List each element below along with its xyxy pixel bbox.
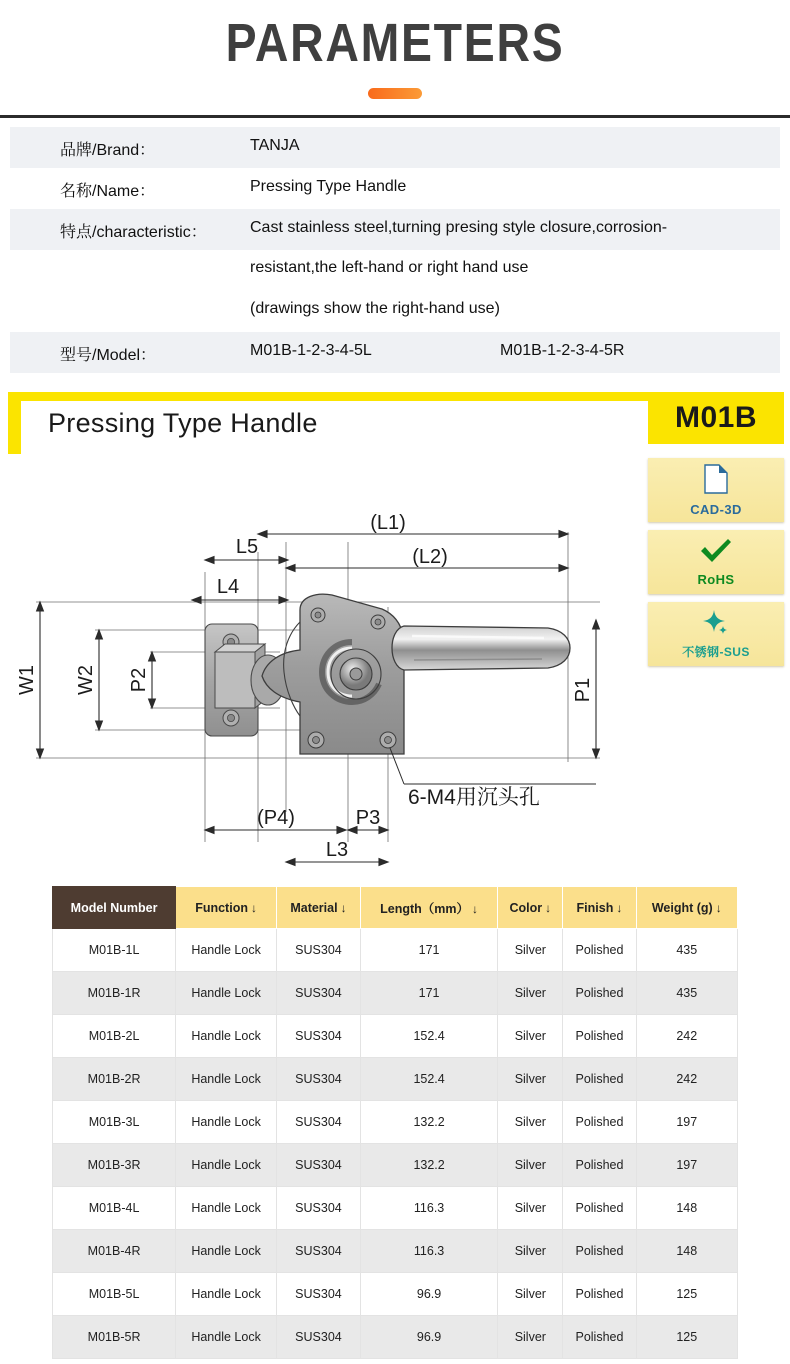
cell-weight: 148 bbox=[636, 1230, 737, 1273]
header-label: Finish bbox=[576, 900, 614, 915]
sort-down-icon[interactable]: ↓ bbox=[340, 900, 347, 915]
cell-length: 132.2 bbox=[360, 1101, 497, 1144]
dimension-L2: (L2) bbox=[412, 546, 448, 568]
cell-color: Silver bbox=[498, 1316, 563, 1359]
cell-finish: Polished bbox=[563, 1316, 636, 1359]
spec-row-model bbox=[10, 332, 780, 373]
cell-length: 132.2 bbox=[360, 1144, 497, 1187]
cell-material: SUS304 bbox=[277, 972, 361, 1015]
cell-model-number: M01B-3L bbox=[53, 1101, 176, 1144]
column-header-length[interactable] bbox=[360, 887, 497, 929]
spec-value-models bbox=[250, 332, 780, 368]
dimension-P1: P1 bbox=[572, 677, 594, 703]
drawing-note: 6-M4用沉头孔 bbox=[408, 786, 540, 809]
spec-label: 品牌/Brand： bbox=[60, 142, 156, 159]
cell-material: SUS304 bbox=[277, 1015, 361, 1058]
certification-badges bbox=[648, 458, 784, 674]
cell-finish: Polished bbox=[563, 1273, 636, 1316]
spec-value: resistant,the left-hand or right hand use bbox=[250, 259, 529, 276]
cell-finish: Polished bbox=[563, 1058, 636, 1101]
model-left-hand: M01B-1-2-3-4-5L bbox=[250, 342, 372, 359]
header-label: Model Number bbox=[70, 900, 158, 915]
cell-material: SUS304 bbox=[277, 1187, 361, 1230]
header-label: Length（mm） bbox=[380, 901, 470, 916]
cell-finish: Polished bbox=[563, 1101, 636, 1144]
cell-model-number: M01B-3R bbox=[53, 1144, 176, 1187]
cell-length: 116.3 bbox=[360, 1187, 497, 1230]
cell-function: Handle Lock bbox=[176, 1273, 277, 1316]
spec-label: 特点/characteristic： bbox=[60, 224, 207, 241]
cell-function: Handle Lock bbox=[176, 1187, 277, 1230]
cell-weight: 148 bbox=[636, 1187, 737, 1230]
cell-function: Handle Lock bbox=[176, 1144, 277, 1187]
cell-color: Silver bbox=[498, 1101, 563, 1144]
sort-down-icon[interactable]: ↓ bbox=[616, 900, 623, 915]
cert-label: RoHS bbox=[697, 571, 735, 587]
cell-length: 152.4 bbox=[360, 1015, 497, 1058]
cell-weight: 197 bbox=[636, 1101, 737, 1144]
dimension-W1: W1 bbox=[16, 665, 38, 695]
column-header-weight[interactable] bbox=[636, 887, 737, 929]
specification-table bbox=[10, 127, 780, 373]
sort-down-icon[interactable]: ↓ bbox=[715, 900, 722, 915]
spec-row-characteristic-line3 bbox=[10, 291, 780, 332]
cell-model-number: M01B-4R bbox=[53, 1230, 176, 1273]
cell-color: Silver bbox=[498, 929, 563, 972]
spec-value: (drawings show the right-hand use) bbox=[250, 300, 500, 317]
dimension-L3: L3 bbox=[325, 839, 349, 861]
cell-finish: Polished bbox=[563, 1144, 636, 1187]
table-row[interactable] bbox=[53, 929, 738, 972]
spec-label: 名称/Name： bbox=[60, 183, 156, 200]
table-row[interactable] bbox=[53, 1316, 738, 1359]
spec-label-empty bbox=[10, 291, 250, 309]
table-body bbox=[53, 929, 738, 1359]
cell-material: SUS304 bbox=[277, 929, 361, 972]
product-data-table bbox=[52, 886, 738, 1359]
cell-finish: Polished bbox=[563, 929, 636, 972]
table-row[interactable] bbox=[53, 1187, 738, 1230]
column-header-model-number[interactable] bbox=[53, 887, 176, 929]
sparkle-icon bbox=[701, 609, 731, 640]
cell-material: SUS304 bbox=[277, 1058, 361, 1101]
dimension-W2: W2 bbox=[75, 665, 97, 695]
cell-weight: 125 bbox=[636, 1316, 737, 1359]
cell-finish: Polished bbox=[563, 1015, 636, 1058]
header-divider bbox=[0, 115, 790, 118]
header-label: Weight (g) bbox=[651, 900, 713, 915]
cell-function: Handle Lock bbox=[176, 972, 277, 1015]
table-row[interactable] bbox=[53, 1273, 738, 1316]
cert-badge-rohs[interactable] bbox=[648, 530, 784, 594]
dimension-P4: (P4) bbox=[257, 807, 295, 829]
spec-row-characteristic-line2 bbox=[10, 250, 780, 291]
cell-color: Silver bbox=[498, 1187, 563, 1230]
cell-color: Silver bbox=[498, 1058, 563, 1101]
cell-material: SUS304 bbox=[277, 1101, 361, 1144]
checkmark-icon bbox=[699, 538, 733, 569]
product-banner bbox=[0, 392, 790, 454]
table-row[interactable] bbox=[53, 1101, 738, 1144]
product-name: Pressing Type Handle bbox=[48, 408, 318, 438]
cell-weight: 435 bbox=[636, 929, 737, 972]
column-header-finish[interactable] bbox=[563, 887, 636, 929]
header-label: Function bbox=[195, 900, 248, 915]
cell-weight: 435 bbox=[636, 972, 737, 1015]
cell-model-number: M01B-2L bbox=[53, 1015, 176, 1058]
column-header-material[interactable] bbox=[277, 887, 361, 929]
cell-function: Handle Lock bbox=[176, 1101, 277, 1144]
cell-finish: Polished bbox=[563, 1187, 636, 1230]
sort-down-icon[interactable]: ↓ bbox=[545, 900, 552, 915]
column-header-color[interactable] bbox=[498, 887, 563, 929]
dimension-L1: (L1) bbox=[370, 512, 406, 534]
cell-model-number: M01B-5R bbox=[53, 1316, 176, 1359]
cell-length: 171 bbox=[360, 972, 497, 1015]
cert-badge-sus[interactable] bbox=[648, 602, 784, 666]
cell-weight: 197 bbox=[636, 1144, 737, 1187]
cert-label: 不锈钢-SUS bbox=[682, 644, 750, 659]
cell-weight: 242 bbox=[636, 1058, 737, 1101]
dimension-P2: P2 bbox=[128, 667, 150, 693]
cell-model-number: M01B-1R bbox=[53, 972, 176, 1015]
cell-length: 96.9 bbox=[360, 1273, 497, 1316]
spec-value: TANJA bbox=[250, 137, 300, 154]
spec-row-brand bbox=[10, 127, 780, 168]
cell-color: Silver bbox=[498, 1230, 563, 1273]
cert-badge-cad3d[interactable] bbox=[648, 458, 784, 522]
cell-function: Handle Lock bbox=[176, 929, 277, 972]
dimension-P3: P3 bbox=[355, 807, 381, 829]
cell-material: SUS304 bbox=[277, 1273, 361, 1316]
table-row[interactable] bbox=[53, 972, 738, 1015]
cell-length: 96.9 bbox=[360, 1316, 497, 1359]
cell-material: SUS304 bbox=[277, 1316, 361, 1359]
spec-value: Pressing Type Handle bbox=[250, 178, 407, 195]
header-label: Color bbox=[509, 900, 543, 915]
model-right-hand: M01B-1-2-3-4-5R bbox=[500, 342, 625, 359]
table-row[interactable] bbox=[53, 1144, 738, 1187]
cell-model-number: M01B-4L bbox=[53, 1187, 176, 1230]
table-row[interactable] bbox=[53, 1015, 738, 1058]
cell-color: Silver bbox=[498, 1015, 563, 1058]
dimension-L4: L4 bbox=[216, 576, 240, 598]
cell-model-number: M01B-1L bbox=[53, 929, 176, 972]
spec-row-characteristic bbox=[10, 209, 780, 250]
table-header-row bbox=[53, 887, 738, 929]
table-row[interactable] bbox=[53, 1230, 738, 1273]
cell-length: 152.4 bbox=[360, 1058, 497, 1101]
spec-label-empty bbox=[10, 250, 250, 268]
cell-length: 116.3 bbox=[360, 1230, 497, 1273]
cell-color: Silver bbox=[498, 1273, 563, 1316]
cell-function: Handle Lock bbox=[176, 1058, 277, 1101]
page-header bbox=[0, 0, 790, 118]
spec-value: Cast stainless steel,turning presing style closure,corrosion- bbox=[250, 219, 668, 236]
dimension-L5: L5 bbox=[235, 536, 259, 558]
cell-color: Silver bbox=[498, 1144, 563, 1187]
spec-row-name bbox=[10, 168, 780, 209]
cell-material: SUS304 bbox=[277, 1230, 361, 1273]
cell-color: Silver bbox=[498, 972, 563, 1015]
sort-down-icon[interactable]: ↓ bbox=[250, 900, 257, 915]
cert-label: CAD-3D bbox=[690, 501, 742, 517]
cell-length: 171 bbox=[360, 929, 497, 972]
table-row[interactable] bbox=[53, 1058, 738, 1101]
technical-drawing bbox=[0, 512, 650, 882]
cell-finish: Polished bbox=[563, 972, 636, 1015]
model-badge: M01B bbox=[648, 392, 784, 444]
cell-function: Handle Lock bbox=[176, 1230, 277, 1273]
cell-weight: 242 bbox=[636, 1015, 737, 1058]
cell-finish: Polished bbox=[563, 1230, 636, 1273]
cell-model-number: M01B-2R bbox=[53, 1058, 176, 1101]
header-label: Material bbox=[290, 900, 338, 915]
sort-down-icon[interactable]: ↓ bbox=[472, 901, 479, 916]
cell-weight: 125 bbox=[636, 1273, 737, 1316]
accent-pill bbox=[368, 88, 422, 99]
page-title: PARAMETERS bbox=[225, 13, 565, 73]
cell-function: Handle Lock bbox=[176, 1316, 277, 1359]
cell-model-number: M01B-5L bbox=[53, 1273, 176, 1316]
document-icon bbox=[703, 464, 729, 499]
cell-material: SUS304 bbox=[277, 1144, 361, 1187]
spec-label: 型号/Model： bbox=[60, 347, 157, 364]
cell-function: Handle Lock bbox=[176, 1015, 277, 1058]
column-header-function[interactable] bbox=[176, 887, 277, 929]
